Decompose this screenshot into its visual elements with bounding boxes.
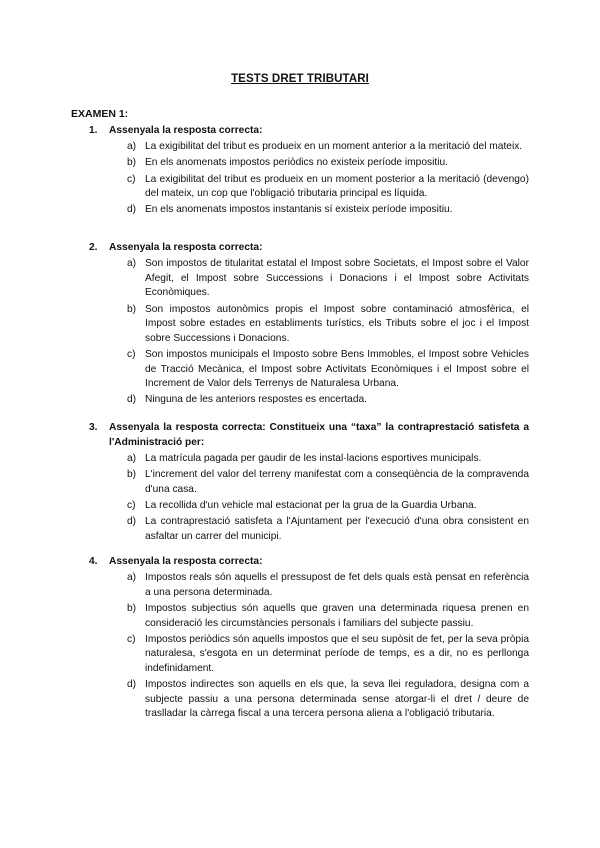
option-text: Impostos indirectes son aquells en els que, la seva llei reguladora, designa com a subjecte passiu a una persona determinada sense atorgar-li el dret / deure de traslladar la càrrega fiscal a una tercera persona aliena a l'obligació tributaria. (145, 679, 529, 720)
option-text: L'increment del valor del terreny manifestat com a conseqüència de la compravenda d'una casa. (145, 468, 529, 495)
question-header (89, 241, 529, 256)
option-letter: d) (127, 515, 137, 527)
answer-option-b (127, 156, 529, 171)
option-letter: b) (127, 303, 137, 315)
option-letter: d) (127, 204, 137, 216)
option-letter: b) (127, 602, 137, 614)
answer-option-d (127, 515, 529, 544)
answer-option-a (127, 571, 529, 600)
option-text: La exigibilitat del tribut es produeix en un moment anterior a la meritació del mateix. (145, 141, 523, 153)
option-text: Son impostos autonòmics propis el Impost sobre contaminació atmosfèrica, el Impost sobre estades en establiments turístics, els Tributs sobre el joc i el Impost sobre Successions i Donacions. (145, 303, 529, 344)
answer-option-b (127, 468, 529, 497)
answer-option-b (127, 602, 529, 631)
option-text: En els anomenats impostos instantanis sí existeix període impositiu. (145, 204, 453, 216)
option-text: En els anomenats impostos periòdics no existeix període impositiu. (145, 157, 448, 169)
document-title: TESTS DRET TRIBUTARI (231, 73, 369, 85)
option-letter: d) (127, 394, 137, 406)
option-letter: c) (127, 499, 136, 511)
question-number: 4. (89, 556, 98, 567)
option-text: Son impostos municipals el Imposto sobre Bens Immobles, el Impost sobre Vehicles de Tracció Mecànica, el Impost sobre Activitats Econòmiques i el Impost sobre el Increment de Valor dels Terrenys de Naturalesa Urbana. (145, 348, 529, 390)
question-text: Assenyala la resposta correcta: (109, 242, 263, 253)
answer-option-d (127, 393, 529, 408)
answer-option-b (127, 303, 529, 347)
answer-option-a (127, 257, 529, 301)
option-text: Ninguna de les anteriors respostes es encertada. (145, 394, 367, 406)
option-letter: b) (127, 157, 137, 169)
answer-option-a (127, 452, 529, 467)
option-letter: a) (127, 572, 137, 584)
answer-option-d (127, 203, 529, 218)
option-text: Impostos reals són aquells el pressupost de fet dels quals està pensat en referència a una persona determinada. (145, 572, 529, 598)
question-4 (89, 555, 529, 722)
answer-option-c (127, 499, 529, 514)
option-text: Impostos subjectius són aquells que graven una determinada riquesa prenen en consideració les circumstàncies personals i familiars del subjecte passiu. (145, 602, 529, 629)
option-text: La matrícula pagada per gaudir de les instal·lacions esportives municipals. (145, 452, 482, 464)
option-letter: d) (127, 679, 137, 691)
option-text: Impostos periòdics són aquells impostos que el seu supòsit de fet, per la seva pròpia naturalesa, s'esgota en un determinat període de temps, es a dir, no es perllonga indefinidament. (145, 633, 529, 674)
question-number: 3. (89, 422, 98, 433)
option-text: Son impostos de titularitat estatal el Impost sobre Societats, el Impost sobre el Valor Afegit, el Impost sobre Successions i Donacions i el Impost sobre Activitats Econòmiques. (145, 258, 529, 299)
question-number: 1. (89, 125, 98, 136)
question-text: Assenyala la resposta correcta: (109, 556, 263, 567)
exam-heading: EXAMEN 1: (71, 108, 129, 120)
option-letter: c) (127, 173, 136, 185)
option-letter: c) (127, 633, 136, 645)
question-text: Assenyala la resposta correcta: Constitueix una “taxa” la contraprestació satisfeta a l'Administració per: (109, 422, 529, 448)
question-header (89, 124, 529, 139)
question-header (89, 555, 529, 570)
option-letter: c) (127, 348, 136, 360)
option-letter: a) (127, 258, 137, 270)
question-2 (89, 241, 529, 408)
answer-option-a (127, 140, 529, 155)
answer-option-d (127, 678, 529, 722)
question-1 (89, 124, 529, 218)
option-letter: a) (127, 452, 137, 464)
option-letter: b) (127, 468, 137, 480)
option-text: La recollida d'un vehicle mal estacionat per la grua de la Guardia Urbana. (145, 499, 477, 511)
option-letter: a) (127, 141, 137, 153)
answer-option-c (127, 633, 529, 677)
answer-option-c (127, 173, 529, 202)
answer-option-c (127, 348, 529, 392)
question-text: Assenyala la resposta correcta: (109, 125, 263, 136)
question-number: 2. (89, 242, 98, 253)
option-text: La exigibilitat del tribut es produeix en un moment posterior a la meritació (devengo) del mateix, un cop que l'obligació tributaria principal es líquida. (145, 173, 529, 200)
option-text: La contraprestació satisfeta a l'Ajuntament per l'execució d'una obra consistent en asfaltar un carrer del municipi. (145, 515, 529, 542)
question-header (89, 421, 529, 450)
question-3 (89, 421, 529, 544)
